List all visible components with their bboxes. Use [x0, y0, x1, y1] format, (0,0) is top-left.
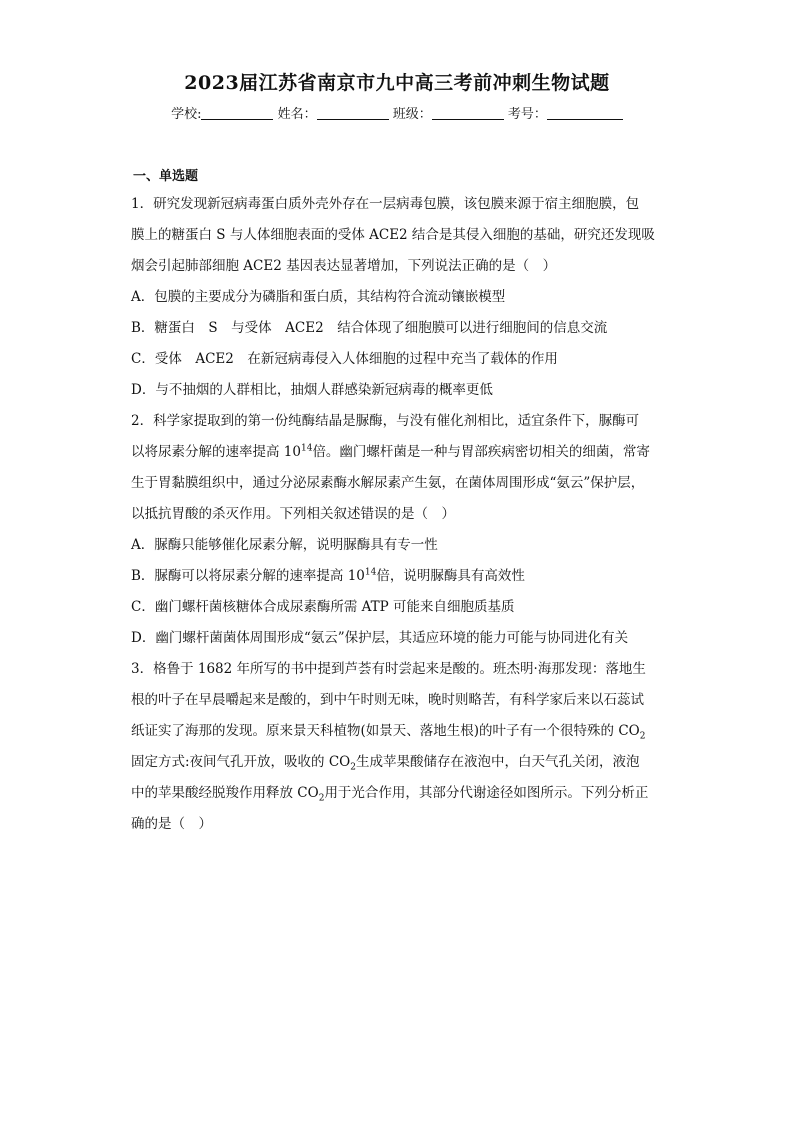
option-c: C．幽门螺杆菌核糖体合成尿素酶所需 ATP 可能来自细胞质基质: [131, 599, 515, 615]
option-b: [131, 564, 525, 584]
option-c: C．受体 ACE2 在新冠病毒侵入人体细胞的过程中充当了载体的作用: [131, 351, 558, 367]
section-heading: 一、单选题: [133, 169, 199, 184]
question-stem-line: [131, 719, 645, 742]
question-stem-line: 膜上的糖蛋白 S 与人体细胞表面的受体 ACE2 结合是其侵入细胞的基础，研究还发现吸: [131, 227, 655, 243]
question-stem-line: [131, 440, 650, 460]
text-span: 生成苹果酸储存在液泡中，白天气孔关闭，液泡: [355, 754, 640, 770]
text-span: 纸证实了海那的发现。原来景天科植物(如景天、落地生根)的叶子有一个很特殊的 CO: [131, 723, 640, 739]
option-a: A．包膜的主要成分为磷脂和蛋白质，其结构符合流动镶嵌模型: [131, 289, 506, 305]
option-b: B．糖蛋白 S 与受体 ACE2 结合体现了细胞膜可以进行细胞间的信息交流: [131, 320, 608, 336]
superscript: 14: [364, 567, 377, 578]
text-span: 倍。幽门螺杆菌是一种与胃部疾病密切相关的细菌，常寄: [312, 444, 650, 460]
question-stem-line: 生于胃黏膜组织中，通过分泌尿素酶水解尿素产生氨，在菌体周围形成“氨云”保护层，: [131, 475, 645, 491]
question-stem-line: 以抵抗胃酸的杀灭作用。下列相关叙述错误的是（ ）: [131, 506, 455, 522]
superscript: 14: [300, 443, 313, 454]
option-a: A．脲酶只能够催化尿素分解，说明脲酶具有专一性: [131, 537, 438, 553]
student-info-line: [0, 103, 794, 122]
page-title: 2023届江苏省南京市九中高三考前冲刺生物试题: [184, 72, 610, 94]
exam-number-blank[interactable]: [547, 106, 623, 120]
question-stem-line: 3．格鲁于 1682 年所写的书中提到芦荟有时尝起来是酸的。班杰明·海那发现：落地生: [131, 661, 646, 677]
school-label: 学校:: [171, 107, 202, 122]
question-stem-line: 确的是（ ）: [131, 816, 212, 832]
exam-number-label: 考号：: [507, 107, 547, 122]
text-span: 以将尿素分解的速率提高 10: [131, 444, 301, 460]
text-span: 固定方式:夜间气孔开放，吸收的 CO: [131, 754, 351, 770]
subscript: 2: [318, 793, 325, 804]
text-span: 倍，说明脲酶具有高效性: [376, 568, 525, 584]
class-label: 班级：: [392, 107, 432, 122]
question-stem-line: [131, 750, 639, 773]
text-span: 用于光合作用，其部分代谢途径如图所示。下列分析正: [324, 785, 649, 801]
school-blank[interactable]: [201, 106, 273, 120]
text-span: 中的苹果酸经脱羧作用释放 CO: [131, 785, 319, 801]
question-stem-line: 烟会引起肺部细胞 ACE2 基因表达显著增加，下列说法正确的是（ ）: [131, 258, 557, 274]
subscript: 2: [350, 762, 356, 773]
text-span: B．脲酶可以将尿素分解的速率提高 10: [131, 568, 365, 584]
question-stem-line: [131, 781, 648, 804]
option-d: D．幽门螺杆菌菌体周围形成“氨云”保护层，其适应环境的能力可能与协同进化有关: [131, 630, 629, 646]
class-blank[interactable]: [432, 106, 504, 120]
question-stem-line: 2．科学家提取到的第一份纯酶结晶是脲酶，与没有催化剂相比，适宜条件下，脲酶可: [131, 413, 640, 429]
question-stem-line: 1．研究发现新冠病毒蛋白质外壳外存在一层病毒包膜，该包膜来源于宿主细胞膜，包: [131, 196, 640, 212]
question-stem-line: 根的叶子在早晨嚼起来是酸的，到中午时则无味，晚时则略苦，有科学家后来以石蕊试: [131, 692, 644, 708]
subscript: 2: [639, 731, 646, 742]
name-blank[interactable]: [317, 106, 389, 120]
name-label: 姓名：: [277, 107, 317, 122]
option-d: D．与不抽烟的人群相比，抽烟人群感染新冠病毒的概率更低: [131, 382, 493, 398]
